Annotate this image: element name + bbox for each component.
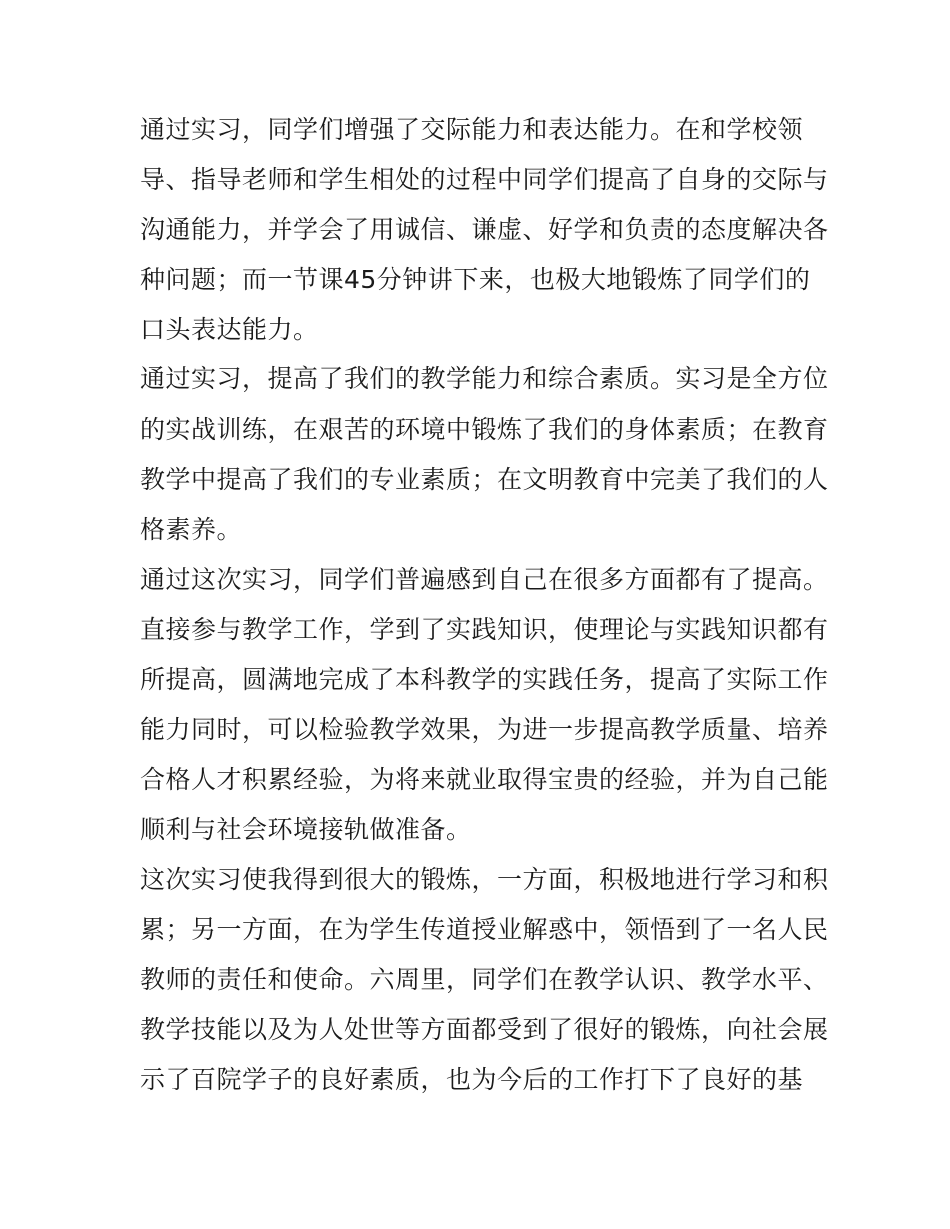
text-line: 的实战训练，在艰苦的环境中锻炼了我们的身体素质；在教育 — [140, 415, 829, 444]
text-line: 合格人才积累经验，为将来就业取得宝贵的经验，并为自己能 — [140, 765, 829, 794]
text-line: 通过这次实习，同学们普遍感到自己在很多方面都有了提高。 — [140, 565, 829, 594]
text-line: 教学技能以及为人处世等方面都受到了很好的锻炼，向社会展 — [140, 1015, 829, 1044]
text-line: 通过实习，同学们增强了交际能力和表达能力。在和学校领 — [140, 115, 804, 144]
text-line: 格素养。 — [140, 515, 243, 544]
text-line: 示了百院学子的良好素质，也为今后的工作打下了良好的基 — [140, 1065, 804, 1094]
text-line: 能力同时，可以检验教学效果，为进一步提高教学质量、培养 — [140, 715, 829, 744]
text-line: 这次实习使我得到很大的锻炼，一方面，积极地进行学习和积 — [140, 865, 829, 894]
text-line: 直接参与教学工作，学到了实践知识，使理论与实践知识都有 — [140, 615, 829, 644]
text-line: 教师的责任和使命。六周里，同学们在教学认识、教学水平、 — [140, 965, 829, 994]
text-line: 口头表达能力。 — [140, 315, 319, 344]
text-line: 所提高，圆满地完成了本科教学的实践任务，提高了实际工作 — [140, 665, 829, 694]
text-line: 沟通能力，并学会了用诚信、谦虚、好学和负责的态度解决各 — [140, 215, 829, 244]
text-line: 累；另一方面，在为学生传道授业解惑中，领悟到了一名人民 — [140, 915, 829, 944]
text-line: 顺利与社会环境接轨做准备。 — [140, 815, 472, 844]
text-line: 种问题；而一节课45分钟讲下来，也极大地锻炼了同学们的 — [140, 265, 811, 294]
text-line: 教学中提高了我们的专业素质；在文明教育中完美了我们的人 — [140, 465, 829, 494]
text-line: 导、指导老师和学生相处的过程中同学们提高了自身的交际与 — [140, 165, 829, 194]
text-line: 通过实习，提高了我们的教学能力和综合素质。实习是全方位 — [140, 364, 829, 393]
